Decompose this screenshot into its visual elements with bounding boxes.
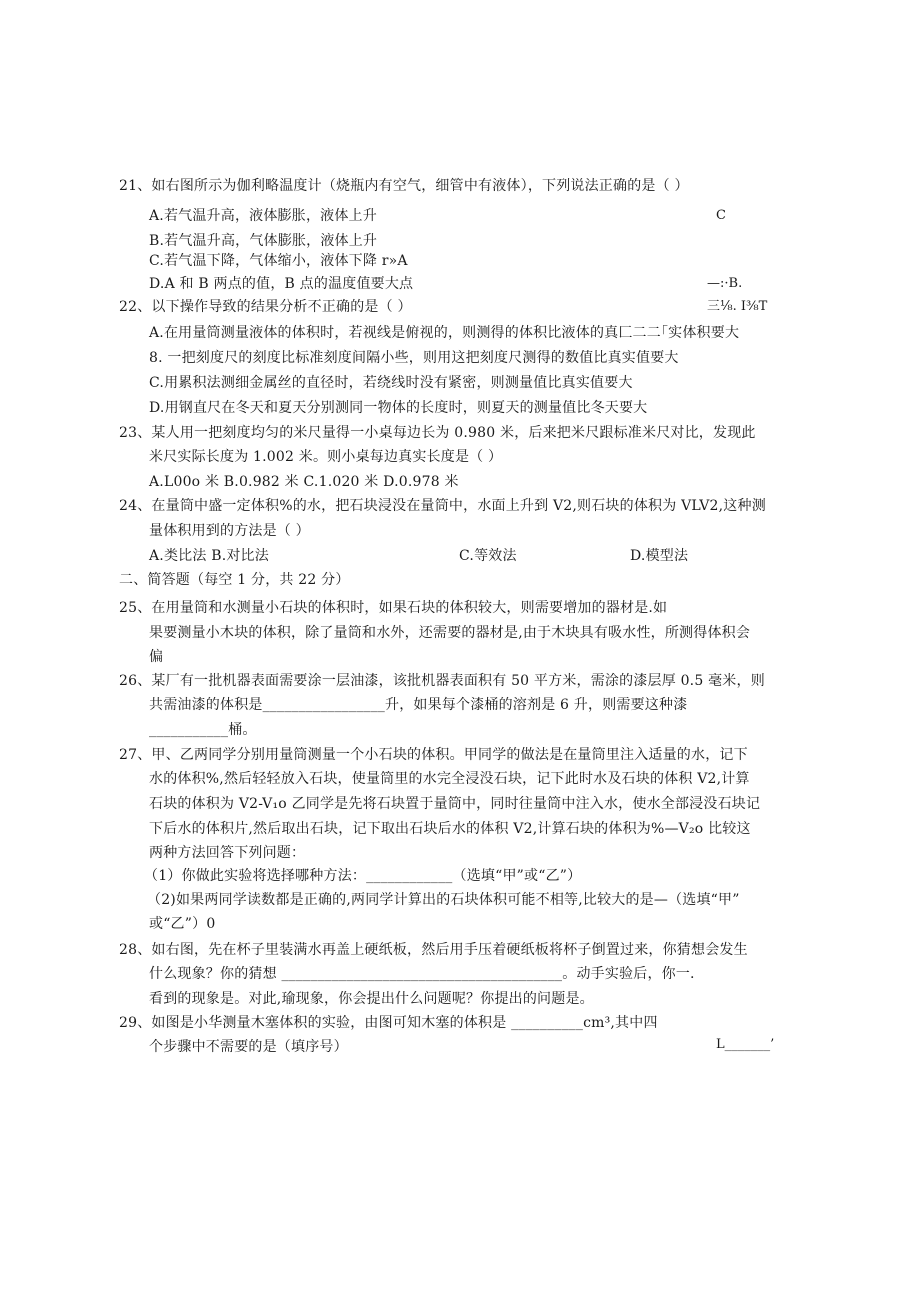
q29-line-2: 个步骤中不需要的是（填序号） [149,1039,348,1055]
q29-line-1: 29、如图是小华测量木塞体积的实验，由图可知木塞的体积是 __________cm³,其中四 [119,1015,658,1031]
q22-stem: 22、以下操作导致的结果分析不正确的是（ ） [119,299,412,315]
q22-option-b: 8. 一把刻度尺的刻度比标准刻度间隔小些，则用这把刻度尺测得的数值比真实值要大 [149,350,679,366]
q27-subquestion-2-cont: 或“乙”）0 [149,916,216,932]
q28-line-1: 28、如右图，先在杯子里装满水再盖上硬纸板，然后用手压着硬纸板将杯子倒置过来，你猜想会发生 [119,942,748,958]
q27-line-1: 27、甲、乙两同学分别用量筒测量一个小石块的体积。甲同学的做法是在量筒里注入适量的水，记下 [119,747,748,763]
q21-option-c: C.若气温下降，气体缩小，液体下降 r»A [149,253,408,269]
q23-options: A.L00o 米 B.0.982 米 C.1.020 米 D.0.978 米 [149,474,459,490]
q25-line-3: 偏 [149,649,164,665]
q21-option-b: B.若气温升高，气体膨胀，液体上升 [149,233,378,249]
q24-options-ab: A.类比法 B.对比法 [149,548,269,564]
q24-line-2: 量体积用到的方法是（ ） [149,523,310,539]
q21-figure-scale: 三⅛. I⅜T [707,299,768,314]
section-2-heading: 二、简答题（每空 1 分，共 22 分） [119,572,350,588]
q27-line-3: 石块的体积为 V2-V₁o 乙同学是先将石块置于量筒中，同时往量筒中注入水，使水全部浸没石块记 [149,796,761,812]
q21-figure-label-b: —:·B. [707,276,743,291]
q21-figure-label-c: C [716,208,726,223]
q25-line-1: 25、在用量筒和水测量小石块的体积时，如果石块的体积较大，则需要增加的器材是.如 [119,600,668,616]
q21-option-d: D.A 和 B 两点的值，B 点的温度值要大点 [149,276,414,292]
q21-stem: 21、如右图所示为伽利略温度计（烧瓶内有空气，细管中有液体），下列说法正确的是（ ） [119,178,689,194]
q21-option-a: A.若气温升高，液体膨胀，液体上升 [149,208,377,224]
q26-line-1: 26、某厂有一批机器表面需要涂一层油漆，该批机器表面积有 50 平方米，需涂的漆层厚 0.5 毫米，则 [119,673,765,689]
q27-subquestion-1: （1）你做此实验将选择哪种方法：____________（选填“甲”或“乙”） [144,868,582,884]
q28-line-2: 什么现象？你的猜想 _______________________________________。动手实验后，你一. [149,966,695,982]
q23-line-1: 23、某人用一把刻度均匀的米尺量得一小桌每边长为 0.980 米，后来把米尺跟标准米尺对比，发现此 [119,425,756,441]
q28-line-3: 看到的现象是。对此,瑜现象，你会提出什么问题呢？你提出的问题是。 [149,991,594,1007]
q26-line-2: 共需油漆的体积是_________________升，如果每个漆桶的溶剂是 6 升，则需要这种漆 [149,697,688,713]
q25-line-2: 果要测量小木块的体积，除了量筒和水外，还需要的器材是,由于木块具有吸水性，所测得体积会 [149,625,751,641]
q23-line-2: 米尺实际长度为 1.002 米。则小桌每边真实长度是（ ） [149,449,503,465]
q24-line-1: 24、在量筒中盛一定体积%的水，把石块浸没在量筒中，水面上升到 V2,则石块的体积为 VLV2,这种测 [119,498,766,514]
q29-figure-fragment: L_______’ [716,1037,775,1052]
q22-option-d: D.用钢直尺在冬天和夏天分别测同一物体的长度时，则夏天的测量值比冬天要大 [149,400,648,416]
q27-subquestion-2: （2)如果两同学读数都是正确的,两同学计算出的石块体积可能不相等,比较大的是—（选填“甲” [147,892,740,908]
q27-line-4: 下后水的体积片,然后取出石块，记下取出石块后水的体积 V2,计算石块的体积为%—V₂o 比较这 [149,821,751,837]
q22-option-a: A.在用量筒测量液体的体积时，若视线是俯视的，则测得的体积比液体的真匚二二｢实体积要大 [149,325,740,341]
q27-line-5: 两种方法回答下列问题： [149,845,306,861]
q24-option-d: D.模型法 [630,548,689,564]
q24-option-c: C.等效法 [459,548,517,564]
q27-line-2: 水的体积%,然后轻轻放入石块，使量筒里的水完全浸没石块，记下此时水及石块的体积 V2,计算 [149,771,750,787]
q26-line-3: ___________桶。 [149,722,257,738]
q22-option-c: C.用累积法测细金属丝的直径时，若绕线时没有紧密，则测量值比真实值要大 [149,375,633,391]
